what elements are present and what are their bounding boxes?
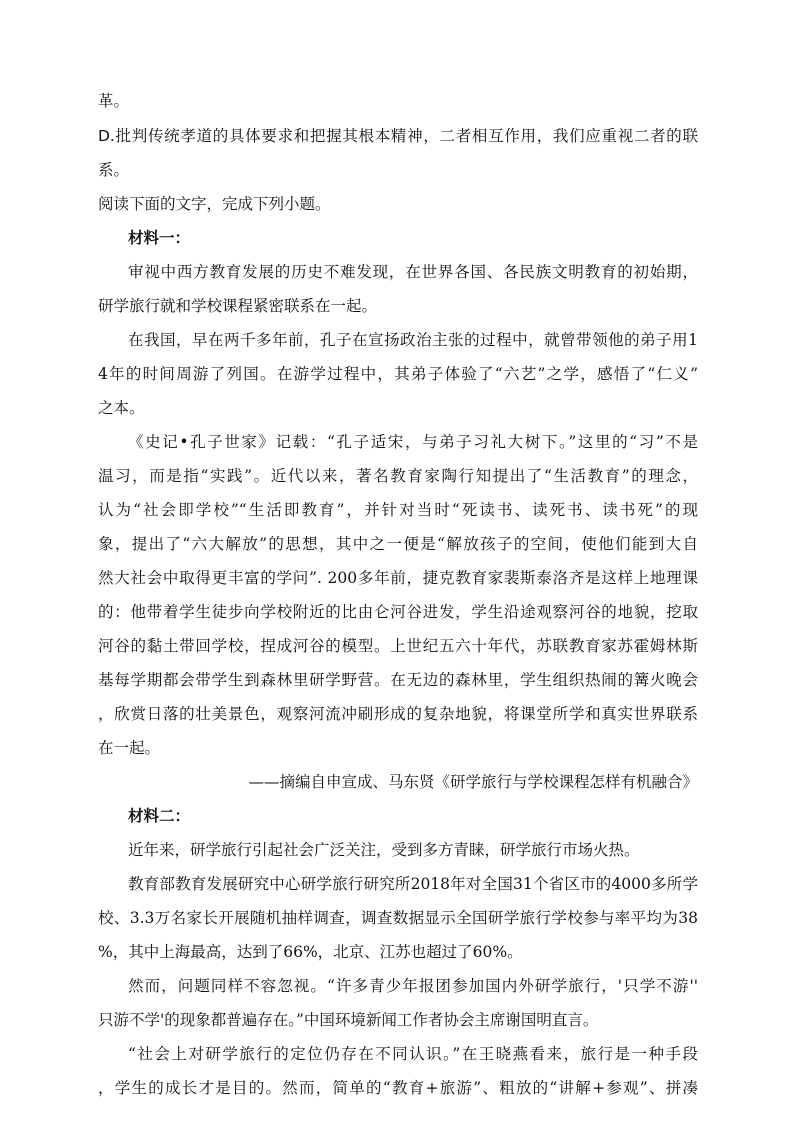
para-3-line-4: 象，提出了“六大解放”的思想，其中之一便是“解放孩子的空间，使他们能到大自: [98, 535, 698, 553]
para-2-line-3: 之本。: [98, 399, 145, 417]
para-3-line-10: 在一起。: [98, 739, 161, 757]
material-two-heading: 材料二：: [128, 806, 191, 825]
para-7-line-1: “社会上对研学旅行的定位仍存在不同认识。”在王晓燕看来，旅行是一种手段: [128, 1045, 698, 1063]
para-5-line-1: 教育部教育发展研究中心研学旅行研究所2018年对全国31个省区市的4000多所学: [128, 875, 698, 893]
material-one-heading: 材料一：: [128, 228, 191, 247]
source-citation: ——摘编自申宣成、马东贤《研学旅行与学校课程怎样有机融合》: [248, 773, 698, 791]
para-1-line-1: 审视中西方教育发展的历史不难发现，在世界各国、各民族文明教育的初始期，: [128, 263, 698, 281]
para-3-line-6: 的：他带着学生徒步向学校附近的比由仑河谷进发，学生沿途观察河谷的地貌，挖取: [98, 603, 698, 621]
para-3-line-9: ，欣赏日落的壮美景色，观察河流冲刷形成的复杂地貌，将课堂所学和真实世界联系: [98, 705, 698, 723]
para-3-line-1: 《史记•孔子世家》记载：“孔子适宋，与弟子习礼大树下。”这里的“习”不是: [128, 433, 698, 451]
para-5-line-3: %，其中上海最高，达到了66%，北京、江苏也超过了60%。: [98, 943, 523, 961]
para-3-line-3: 认为“社会即学校”“生活即教育”，并针对当时“死读书、读死书、读书死”的现: [98, 501, 698, 519]
option-d-line-2: 系。: [98, 161, 130, 179]
text-line-ge: 革。: [98, 92, 130, 110]
para-3-line-5: 然大社会中取得更丰富的学问”. 200多年前，捷克教育家裴斯泰洛齐是这样上地理课: [98, 569, 698, 587]
para-3-line-2: 温习，而是指“实践”。近代以来，著名教育家陶行知提出了“生活教育”的理念，: [98, 467, 698, 485]
para-6-line-1: 然而，问题同样不容忽视。“许多青少年报团参加国内外研学旅行，'只学不游'': [128, 977, 698, 995]
para-3-line-8: 基每学期都会带学生到森林里研学野营。在无边的森林里，学生组织热闹的篝火晚会: [98, 671, 698, 689]
para-3-line-7: 河谷的黏土带回学校，捏成河谷的模型。上世纪五六十年代，苏联教育家苏霍姆林斯: [98, 637, 698, 655]
reading-instruction: 阅读下面的文字，完成下列小题。: [98, 195, 331, 213]
para-1-line-2: 研学旅行就和学校课程紧密联系在一起。: [98, 297, 378, 315]
para-2-line-1: 在我国，早在两千多年前，孔子在宣扬政治主张的过程中，就曾带领他的弟子用1: [128, 331, 698, 349]
para-4-line-1: 近年来，研学旅行引起社会广泛关注，受到多方青睐，研学旅行市场火热。: [128, 841, 640, 859]
para-5-line-2: 校、3.3万名家长开展随机抽样调查，调查数据显示全国研学旅行学校参与率平均为38: [98, 909, 698, 927]
para-7-line-2: ，学生的成长才是目的。然而，简单的“教育+旅游”、粗放的“讲解+参观”、拼凑: [98, 1079, 698, 1097]
para-2-line-2: 4年的时间周游了列国。在游学过程中，其弟子体验了“六艺”之学，感悟了“仁义”: [98, 365, 698, 383]
para-6-line-2: 只游不学'的现象都普遍存在。”中国环境新闻工作者协会主席谢国明直言。: [98, 1011, 599, 1029]
option-d-line-1: D.批判传统孝道的具体要求和把握其根本精神，二者相互作用，我们应重视二者的联: [98, 127, 698, 145]
